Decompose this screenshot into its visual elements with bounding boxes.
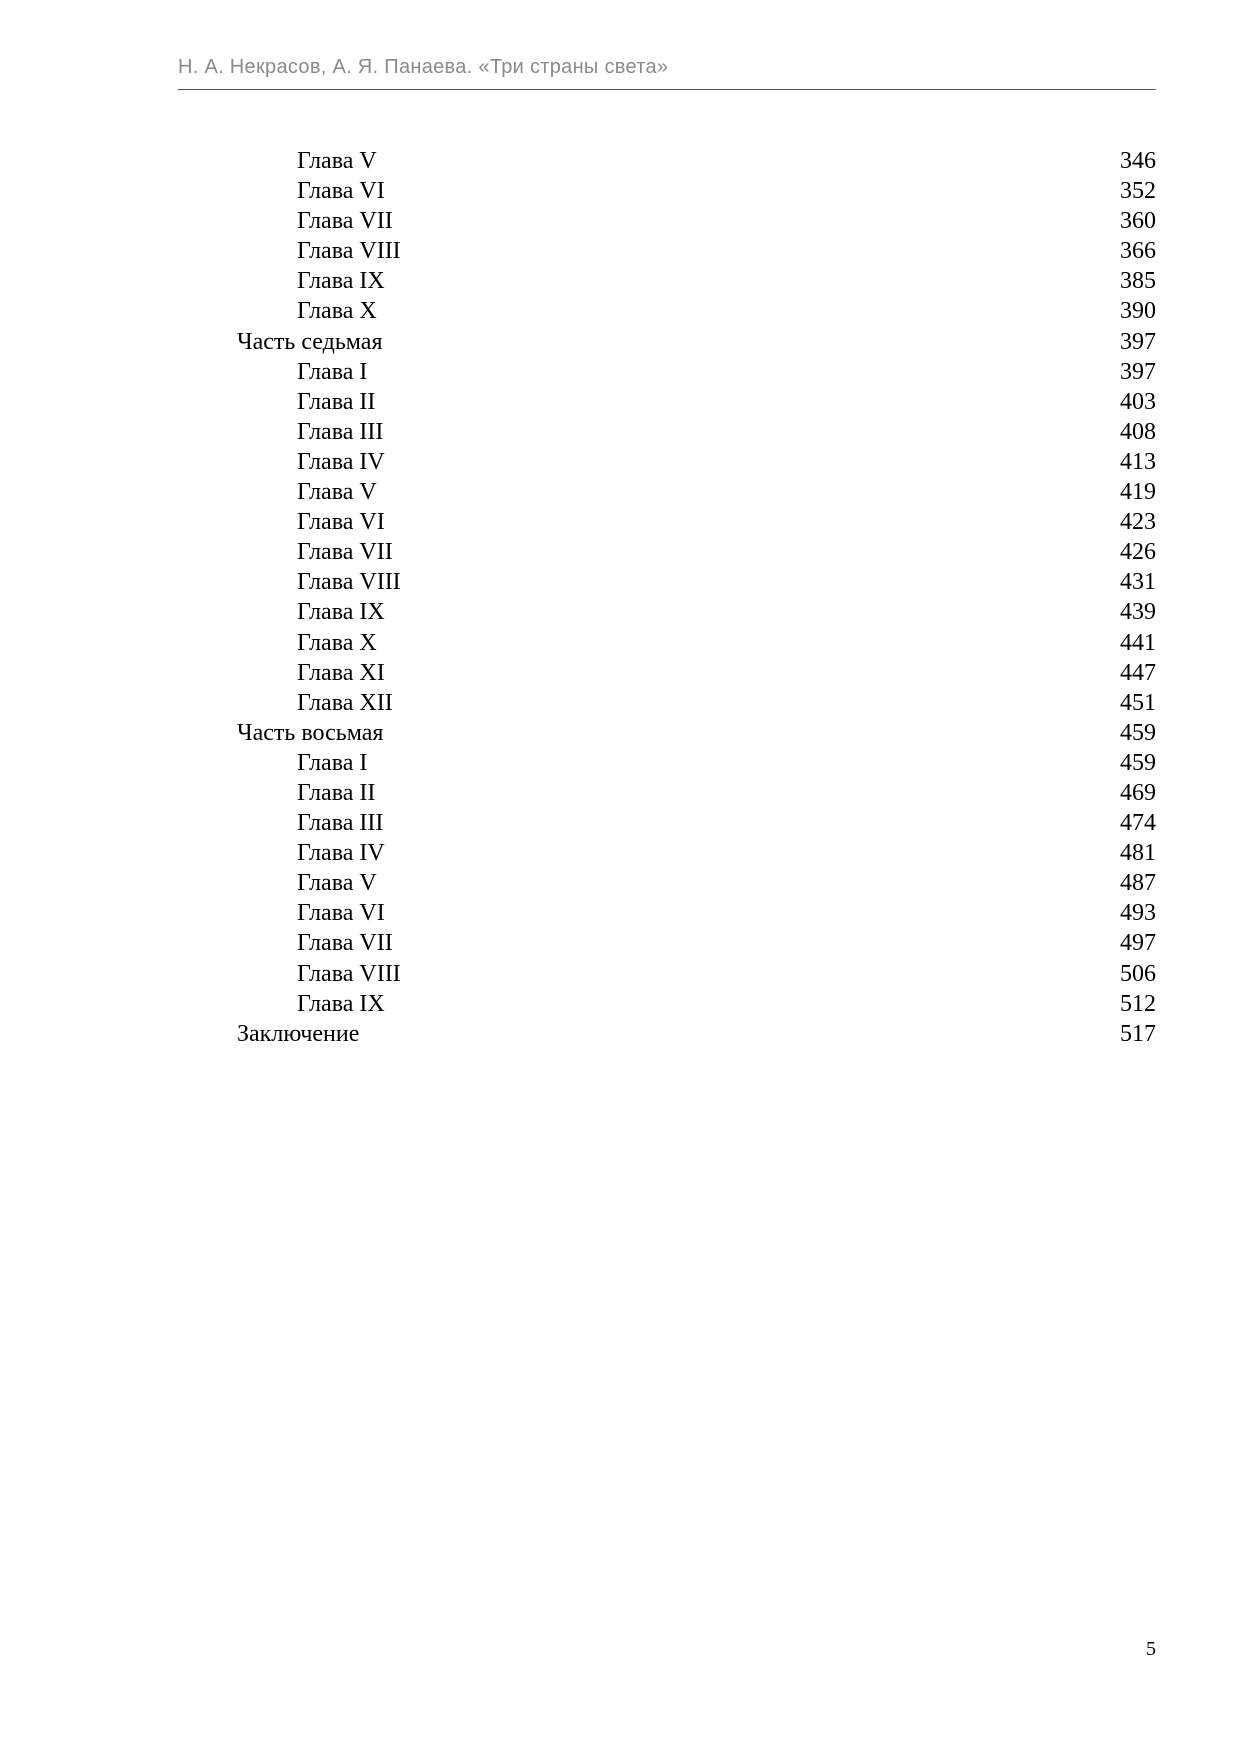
toc-entry: [0, 778, 1241, 808]
toc-entry-title: Глава VII: [297, 208, 393, 235]
toc-entry-page: 431: [1120, 569, 1156, 596]
toc-entry: [0, 236, 1241, 266]
toc-entry: [0, 477, 1241, 507]
toc-entry-title: Глава III: [297, 810, 384, 837]
table-of-contents: [0, 146, 1241, 1049]
toc-entry: [0, 447, 1241, 477]
toc-entry: [0, 838, 1241, 868]
toc-entry-title: Глава V: [297, 148, 377, 174]
toc-entry: [0, 146, 1241, 176]
toc-entry: [0, 688, 1241, 718]
toc-entry-page: 366: [1120, 238, 1156, 265]
toc-entry-page: 397: [1120, 358, 1156, 385]
toc-entry-page: 419: [1120, 479, 1156, 506]
toc-entry-page: 360: [1120, 208, 1156, 235]
toc-entry-title: Часть седьмая: [237, 328, 383, 355]
page-number: 5: [1146, 1638, 1156, 1660]
toc-entry-title: Глава VIII: [297, 569, 401, 596]
toc-entry: [0, 537, 1241, 567]
toc-entry-title: Глава IX: [297, 268, 385, 295]
toc-entry: [0, 597, 1241, 627]
toc-entry-page: 517: [1120, 1020, 1156, 1047]
toc-entry: [0, 327, 1241, 357]
toc-entry: [0, 567, 1241, 597]
toc-entry-page: 451: [1120, 689, 1156, 716]
toc-entry-title: Глава V: [297, 870, 377, 897]
toc-entry: [0, 628, 1241, 658]
toc-entry: [0, 176, 1241, 206]
toc-entry-title: Глава I: [297, 749, 368, 776]
toc-entry-title: Глава XII: [297, 689, 393, 716]
toc-entry-page: 493: [1120, 900, 1156, 927]
toc-entry: [0, 507, 1241, 537]
toc-entry-page: 481: [1120, 840, 1156, 867]
toc-entry-page: 385: [1120, 268, 1156, 295]
toc-entry-title: Глава VI: [297, 509, 385, 536]
toc-entry-title: Глава II: [297, 388, 376, 415]
toc-entry: [0, 357, 1241, 387]
toc-entry-title: Глава IX: [297, 990, 385, 1017]
toc-entry: [0, 928, 1241, 958]
toc-entry: [0, 266, 1241, 296]
toc-entry-title: Глава IV: [297, 840, 385, 867]
toc-entry-title: Глава III: [297, 418, 384, 445]
toc-entry-title: Глава VII: [297, 930, 393, 957]
toc-entry-page: 423: [1120, 509, 1156, 536]
toc-entry-page: 459: [1120, 719, 1156, 746]
running-header: [178, 52, 1156, 90]
toc-entry: [0, 1019, 1241, 1049]
toc-entry-page: 390: [1120, 298, 1156, 325]
toc-entry: [0, 898, 1241, 928]
toc-entry-title: Глава II: [297, 779, 376, 806]
toc-entry: [0, 989, 1241, 1019]
toc-entry-title: Глава XI: [297, 659, 385, 686]
toc-entry-page: 413: [1120, 448, 1156, 475]
toc-entry: [0, 748, 1241, 778]
toc-entry-page: 346: [1120, 148, 1156, 174]
toc-entry: [0, 296, 1241, 326]
toc-entry-page: 441: [1120, 629, 1156, 656]
toc-entry-title: Глава IV: [297, 448, 385, 475]
toc-entry-page: 397: [1120, 328, 1156, 355]
toc-entry-page: 474: [1120, 810, 1156, 837]
toc-entry: [0, 658, 1241, 688]
toc-entry: [0, 206, 1241, 236]
toc-entry-page: 512: [1120, 990, 1156, 1017]
toc-entry-title: Часть восьмая: [237, 719, 384, 746]
toc-entry-page: 459: [1120, 749, 1156, 776]
toc-entry-title: Глава IX: [297, 599, 385, 626]
toc-entry-page: 469: [1120, 779, 1156, 806]
toc-entry: [0, 417, 1241, 447]
toc-entry-page: 352: [1120, 178, 1156, 205]
toc-entry: [0, 718, 1241, 748]
toc-entry-title: Глава VIII: [297, 238, 401, 265]
toc-entry-title: Глава VII: [297, 539, 393, 566]
toc-entry: [0, 959, 1241, 989]
toc-entry-page: 447: [1120, 659, 1156, 686]
toc-entry-title: Глава VI: [297, 900, 385, 927]
toc-entry-page: 487: [1120, 870, 1156, 897]
toc-entry-title: Заключение: [237, 1020, 360, 1047]
toc-entry-page: 439: [1120, 599, 1156, 626]
toc-entry-title: Глава X: [297, 629, 377, 656]
running-title: Н. А. Некрасов, А. Я. Панаева. «Три страны света»: [178, 56, 669, 78]
toc-entry-page: 506: [1120, 960, 1156, 987]
toc-entry-page: 408: [1120, 418, 1156, 445]
toc-entry-page: 403: [1120, 388, 1156, 415]
toc-entry-title: Глава X: [297, 298, 377, 325]
toc-entry-title: Глава V: [297, 479, 377, 506]
toc-entry-title: Глава VIII: [297, 960, 401, 987]
toc-entry-page: 426: [1120, 539, 1156, 566]
toc-entry: [0, 808, 1241, 838]
toc-entry-page: 497: [1120, 930, 1156, 957]
toc-entry-title: Глава VI: [297, 178, 385, 205]
toc-entry-title: Глава I: [297, 358, 368, 385]
toc-entry: [0, 387, 1241, 417]
toc-entry: [0, 868, 1241, 898]
